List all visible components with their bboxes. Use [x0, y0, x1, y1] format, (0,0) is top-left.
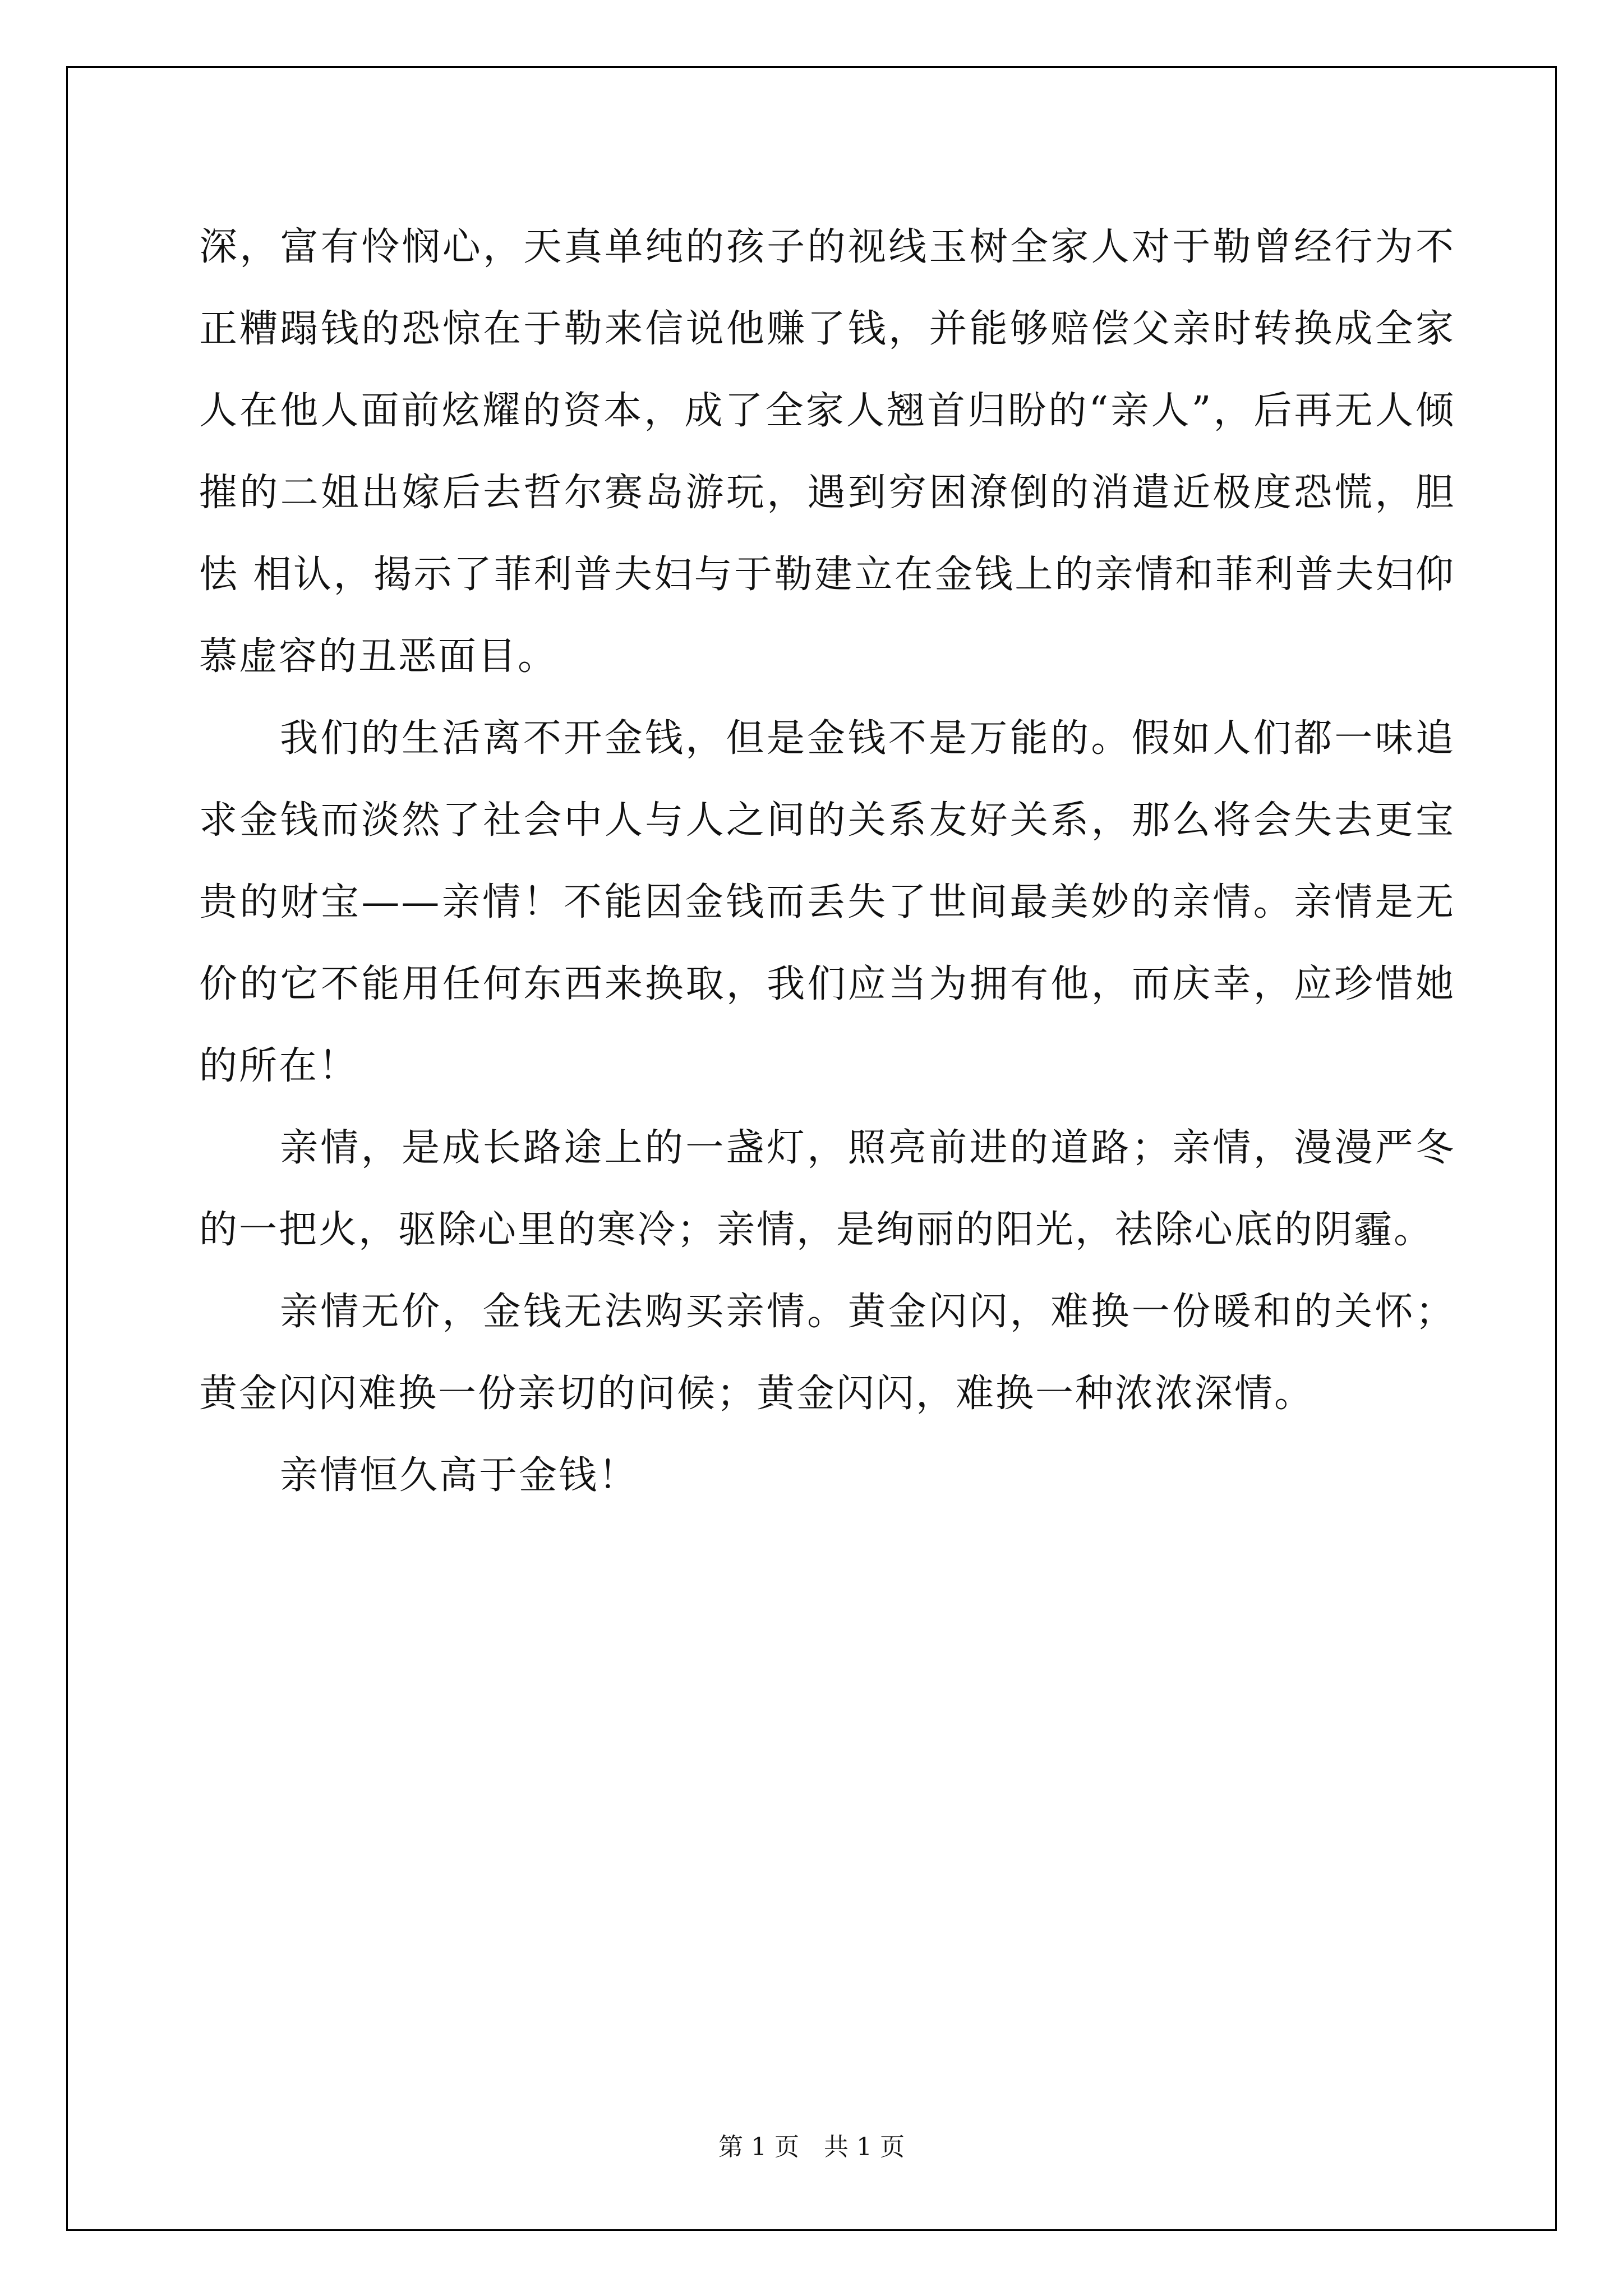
paragraph-4: 亲情无价，金钱无法购买亲情。黄金闪闪，难换一份暖和的关怀；黄金闪闪难换一份亲切的问候；黄金闪闪，难换一种浓浓深情。 — [199, 1290, 1455, 1416]
page-number-footer: 第 1 页 共 1 页 — [718, 2133, 905, 2161]
paragraph-1: 深，富有怜悯心，天真单纯的孩子的视线玉树全家人对于勒曾经行为不正糟蹋钱的恐惊在于勒来信说他赚了钱，并能够赔偿父亲时转换成全家人在他人面前炫耀的资本，成了全家人翘首归盼的“亲人”，后再无人倾摧的二姐出嫁后去哲尔赛岛游玩，遇到穷困潦倒的消遣近极度恐慌，胆怯 相认，揭示了菲利普夫妇与于勒建立在金钱上的亲情和菲利普夫妇仰慕虚容的丑恶面目。 — [199, 225, 1455, 679]
document-body — [199, 206, 1455, 1517]
paragraph-3: 亲情，是成长路途上的一盏灯，照亮前进的道路；亲情，漫漫严冬的一把火，驱除心里的寒冷；亲情，是绚丽的阳光，祛除心底的阴霾。 — [199, 1126, 1455, 1252]
paragraph-2: 我们的生活离不开金钱，但是金钱不是万能的。假如人们都一味追求金钱而淡然了社会中人与人之间的关系友好关系，那么将会失去更宝贵的财宝——亲情！不能因金钱而丢失了世间最美妙的亲情。亲情是无价的它不能用任何东西来换取，我们应当为拥有他，而庆幸，应珍惜她的所在！ — [199, 716, 1455, 1088]
paragraph-5: 亲情恒久高于金钱！ — [280, 1453, 639, 1498]
